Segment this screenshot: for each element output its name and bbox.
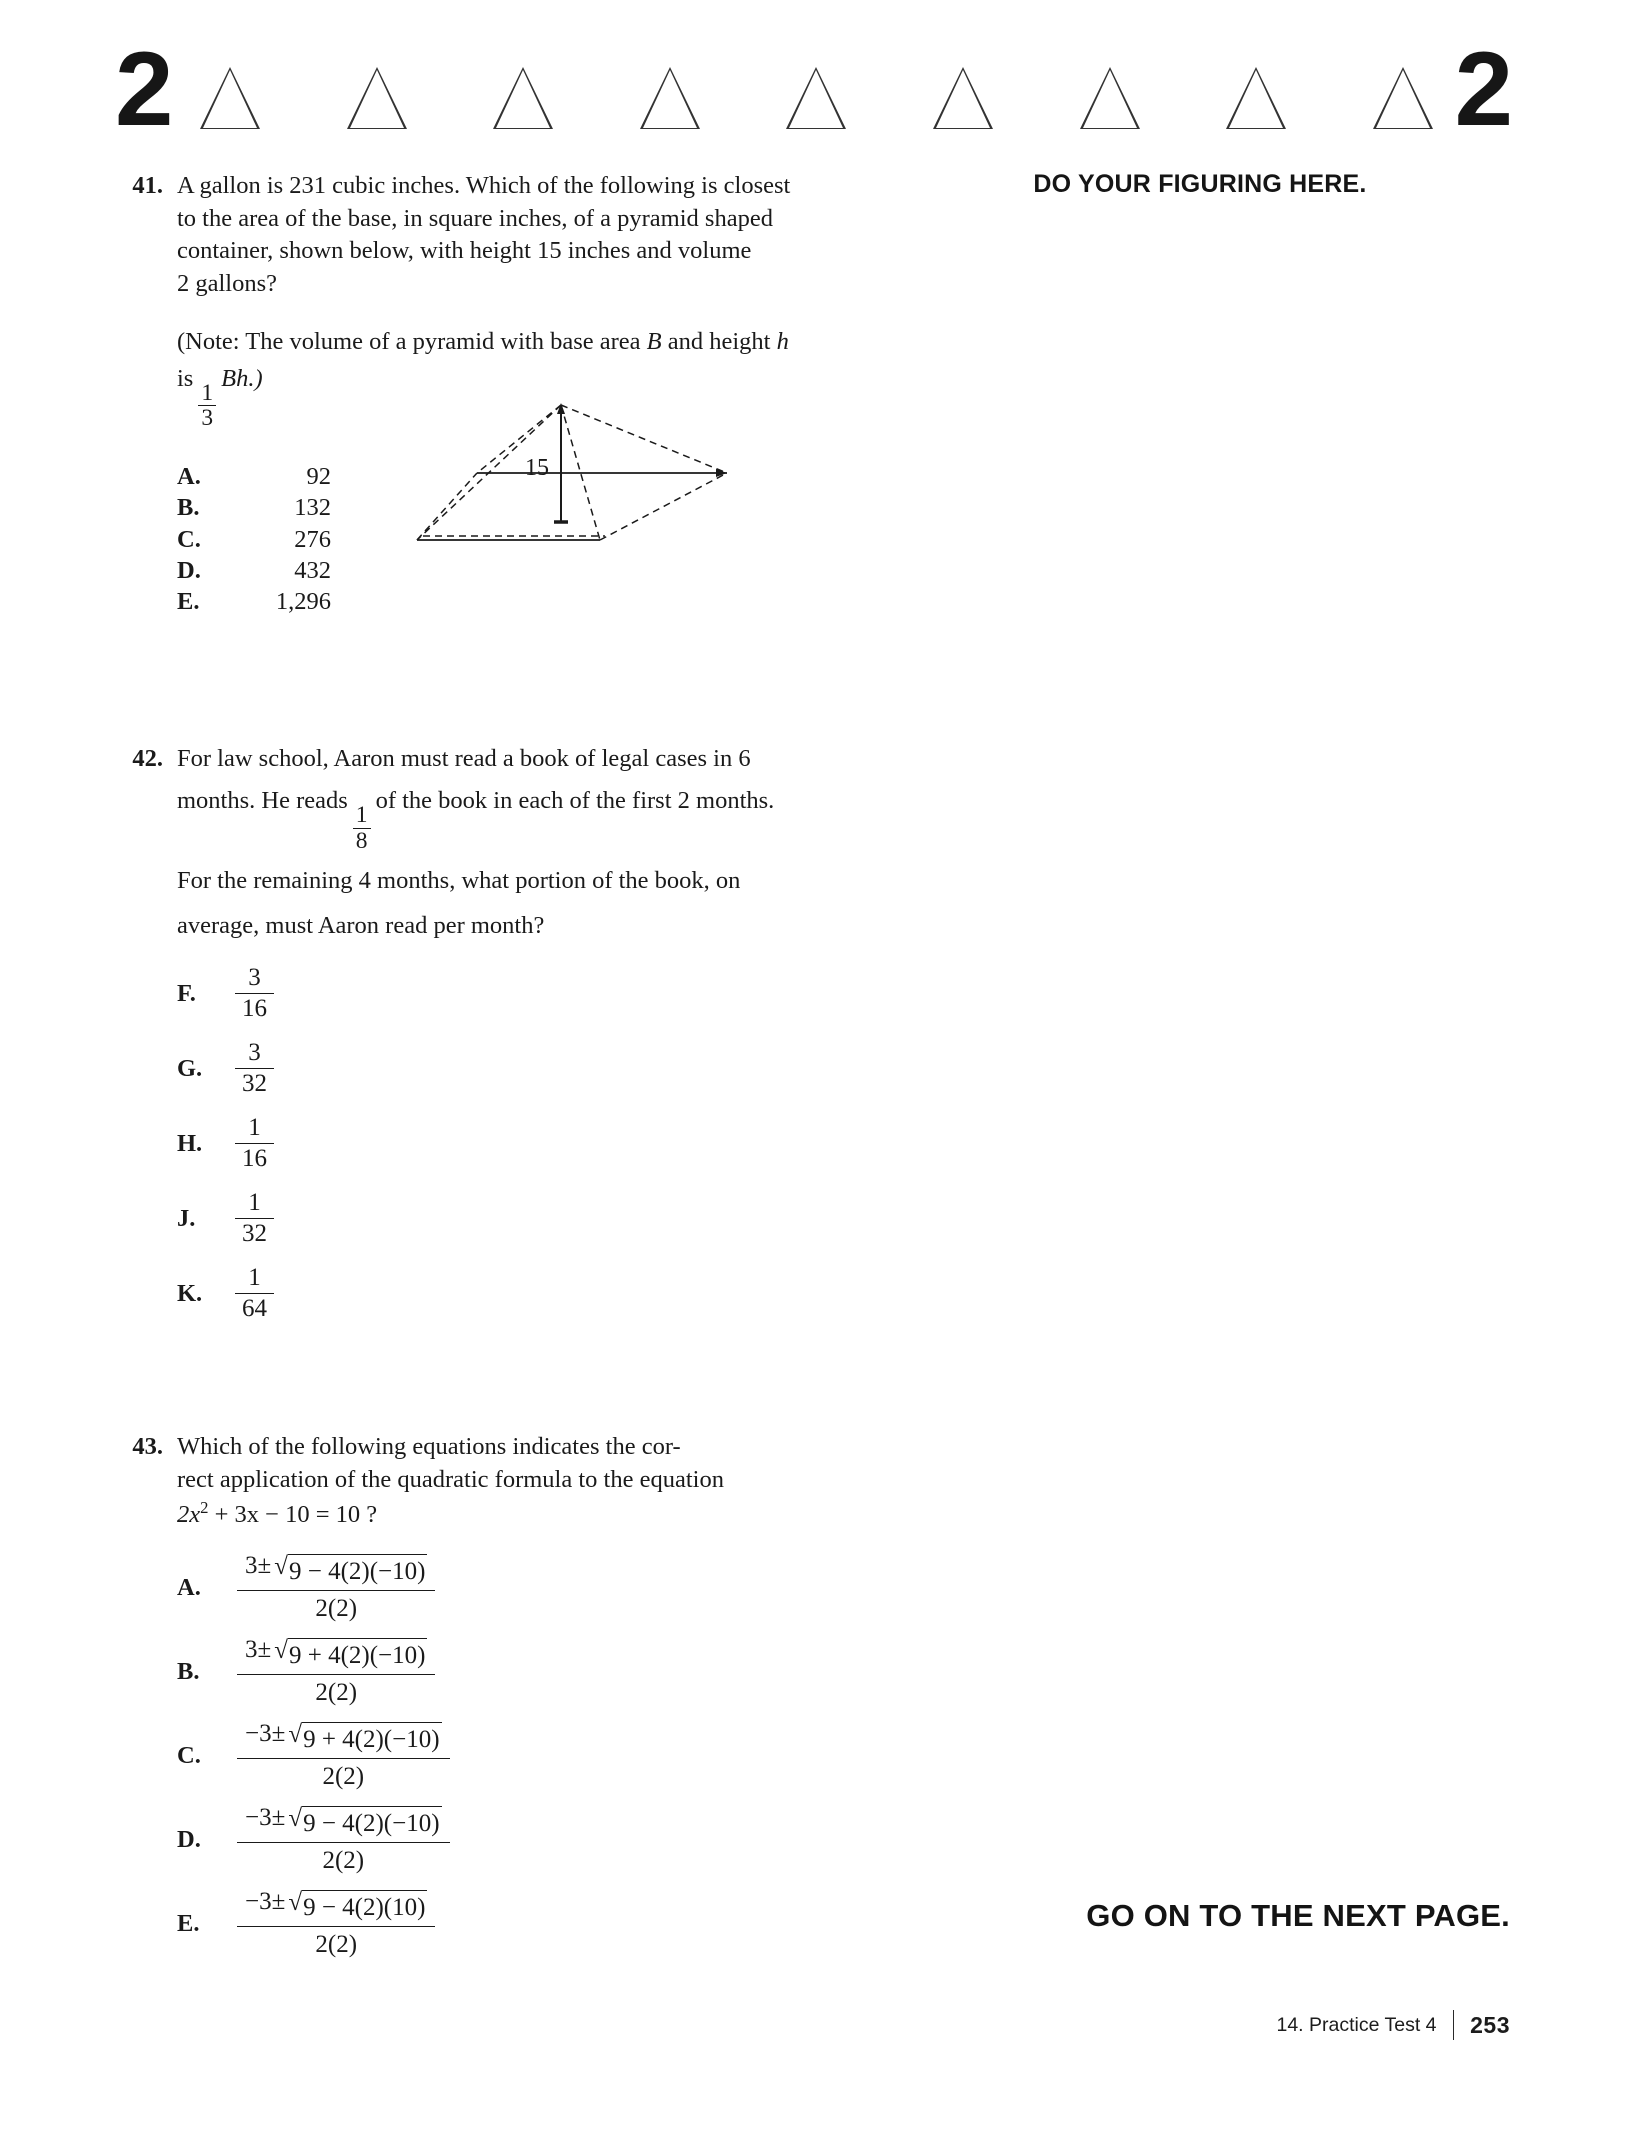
fraction-numerator: 1: [355, 802, 368, 829]
fraction-denominator: 2(2): [237, 1674, 435, 1708]
choice-e[interactable]: [177, 1887, 795, 1960]
note-is-text: is: [177, 364, 194, 392]
fraction-numerator: 3: [248, 964, 261, 992]
question-42-stem-fraction-line: [177, 785, 795, 853]
quadratic-formula-fraction: [237, 1719, 450, 1792]
one-eighth-fraction: [353, 803, 371, 853]
fraction-numerator: [237, 1803, 450, 1842]
question-43-stem-line: rect application of the quadratic formula to the equation: [177, 1466, 724, 1494]
question-42-number: 42.: [132, 744, 163, 772]
choice-letter: J.: [177, 1205, 196, 1233]
question-41-stem-line: 2 gallons?: [177, 269, 278, 297]
choice-letter: E.: [177, 1909, 200, 1937]
radicand: 9 + 4(2)(−10): [302, 1722, 442, 1755]
choice-letter: F.: [177, 980, 196, 1008]
choice-value: 132: [294, 494, 331, 522]
numerator-lead: 3±: [245, 1636, 272, 1664]
choice-fraction: [235, 1114, 274, 1173]
choice-a[interactable]: [177, 1551, 795, 1624]
numerator-lead: −3±: [245, 1888, 286, 1916]
question-43-stem-line: Which of the following equations indicates the cor-: [177, 1433, 681, 1461]
choice-letter: B.: [177, 1657, 200, 1685]
question-43-choices: [177, 1551, 795, 1960]
choice-letter: A.: [177, 462, 201, 490]
fraction-denominator: 2(2): [237, 1842, 450, 1876]
note-mid-text: and height: [661, 328, 777, 356]
go-on-next-page-label: GO ON TO THE NEXT PAGE.: [1086, 1898, 1510, 1933]
radicand: 9 − 4(2)(−10): [302, 1806, 442, 1839]
page-footer: [1276, 2010, 1510, 2040]
fraction-denominator: 32: [235, 1068, 274, 1098]
radical-symbol: √: [288, 1889, 303, 1917]
question-41-note-line1: [177, 326, 795, 359]
choice-letter: G.: [177, 1055, 203, 1083]
equation-rest: + 3x − 10 = 10 ?: [208, 1500, 378, 1528]
question-41-stem-line: container, shown below, with height 15 inches and volume: [177, 237, 752, 265]
question-42-stem-line: For law school, Aaron must read a book of legal cases in 6: [177, 744, 751, 772]
triangle-icon: [347, 67, 407, 129]
square-root-icon: [274, 1637, 427, 1671]
choice-letter: K.: [177, 1280, 203, 1308]
question-42-stem-line: average, must Aaron read per month?: [177, 911, 545, 939]
choice-letter: B.: [177, 494, 200, 522]
choice-letter: C.: [177, 525, 201, 553]
choice-fraction: [235, 964, 274, 1023]
choice-fraction: [235, 1039, 274, 1098]
triangle-icon: [933, 67, 993, 129]
choice-letter: D.: [177, 556, 201, 584]
question-41-stem-line: A gallon is 231 cubic inches. Which of the following is closest: [177, 172, 791, 199]
note-variable-b: B: [646, 328, 662, 356]
triangle-icon: [786, 67, 846, 129]
section-marker-left: 2: [115, 30, 171, 148]
choice-c[interactable]: [177, 1719, 795, 1792]
figuring-column: [860, 170, 1540, 199]
pyramid-figure-svg: [415, 400, 755, 575]
fraction-numerator: 3: [248, 1039, 261, 1067]
footer-chapter-label: 14. Practice Test 4: [1276, 2013, 1437, 2036]
fraction-denominator: 2(2): [237, 1926, 435, 1960]
question-41-stem-line: to the area of the base, in square inches, of a pyramid shaped: [177, 204, 773, 232]
page-header: [115, 28, 1510, 148]
radicand: 9 − 4(2)(10): [302, 1890, 427, 1923]
triangle-icon: [1373, 67, 1433, 129]
fraction-denominator: 2(2): [237, 1758, 450, 1792]
choice-d[interactable]: [177, 1803, 795, 1876]
fraction-numerator: [237, 1887, 435, 1926]
choice-j[interactable]: [177, 1189, 795, 1248]
lateral-dashed-edge: [561, 405, 727, 473]
square-root-icon: [288, 1805, 441, 1839]
quadratic-formula-fraction: [237, 1887, 435, 1960]
pyramid-diagram: [415, 400, 755, 575]
question-42-choices: [177, 964, 795, 1323]
stem-text-after-fraction: of the book in each of the first 2 months.: [375, 787, 775, 815]
radical-symbol: √: [274, 1637, 288, 1665]
fraction-denominator: 64: [235, 1293, 274, 1323]
choice-value: 432: [294, 556, 331, 584]
height-label: 15: [525, 455, 549, 481]
choice-k[interactable]: [177, 1264, 795, 1323]
quadratic-formula-fraction: [237, 1551, 435, 1624]
question-42: [115, 743, 795, 1324]
radicand: 9 − 4(2)(−10): [288, 1554, 428, 1587]
footer-divider: [1453, 2010, 1455, 2040]
note-prefix-text: (Note: The volume of a pyramid with base area: [177, 328, 647, 356]
triangle-icon: [200, 67, 260, 129]
radical-symbol: √: [288, 1805, 303, 1833]
square-root-icon: [274, 1553, 427, 1587]
radical-symbol: √: [274, 1553, 288, 1581]
triangle-icon: [1226, 67, 1286, 129]
choice-letter: H.: [177, 1130, 203, 1158]
base-dashed-edge: [600, 473, 727, 540]
radicand: 9 + 4(2)(−10): [288, 1638, 428, 1671]
question-42-stem: [177, 743, 795, 943]
choice-e[interactable]: [177, 586, 795, 617]
numerator-lead: −3±: [245, 1720, 286, 1748]
fraction-numerator: 1: [248, 1114, 261, 1142]
choice-letter: C.: [177, 1741, 201, 1769]
fraction-numerator: [237, 1635, 435, 1674]
fraction-denominator: 16: [235, 993, 274, 1023]
fraction-numerator: [237, 1719, 450, 1758]
quadratic-formula-fraction: [237, 1635, 435, 1708]
choice-letter: A.: [177, 1573, 201, 1601]
triangle-icon: [640, 67, 700, 129]
question-41-number: 41.: [132, 172, 163, 199]
one-third-fraction: [198, 381, 216, 431]
triangle-icon: [1080, 67, 1140, 129]
question-41-stem: [177, 170, 795, 300]
base-dashed-edge: [417, 473, 477, 540]
fraction-denominator: 16: [235, 1143, 274, 1173]
page-number: 253: [1470, 2011, 1510, 2038]
triangle-icon: [493, 67, 553, 129]
triangle-decoration-row: [170, 67, 1454, 133]
fraction-numerator: 1: [201, 380, 214, 406]
fraction-numerator: 1: [248, 1264, 261, 1292]
section-marker-right: 2: [1454, 30, 1510, 148]
note-suffix-text: Bh.): [221, 364, 263, 392]
choice-value: 1,296: [275, 588, 331, 616]
choice-fraction: [235, 1189, 274, 1248]
choice-b[interactable]: [177, 1635, 795, 1708]
square-root-icon: [288, 1889, 427, 1923]
equation-exponent: 2: [200, 1497, 209, 1517]
note-variable-h: h: [776, 328, 789, 356]
numerator-lead: −3±: [245, 1804, 286, 1832]
fraction-numerator: [237, 1551, 435, 1590]
choice-f[interactable]: [177, 964, 795, 1023]
choice-value: 276: [294, 525, 331, 553]
choice-h[interactable]: [177, 1114, 795, 1173]
question-43-equation: [177, 1497, 795, 1532]
question-43-number: 43.: [132, 1433, 163, 1461]
do-your-figuring-here-label: DO YOUR FIGURING HERE.: [1033, 170, 1367, 198]
equation-lead: 2x: [177, 1500, 201, 1528]
choice-g[interactable]: [177, 1039, 795, 1098]
question-42-stem-line: For the remaining 4 months, what portion of the book, on: [177, 867, 741, 895]
question-43: [115, 1431, 795, 1960]
stem-text-before-fraction: months. He reads: [177, 787, 348, 815]
fraction-denominator: 8: [353, 828, 371, 853]
choice-fraction: [235, 1264, 274, 1323]
choice-value: 92: [306, 462, 331, 490]
fraction-numerator: 1: [248, 1189, 261, 1217]
numerator-lead: 3±: [245, 1552, 272, 1580]
choice-letter: D.: [177, 1825, 201, 1853]
square-root-icon: [288, 1721, 441, 1755]
fraction-denominator: 3: [198, 405, 216, 430]
quadratic-formula-fraction: [237, 1803, 450, 1876]
choice-letter: E.: [177, 588, 200, 616]
fraction-denominator: 32: [235, 1218, 274, 1248]
question-43-stem: [177, 1431, 795, 1531]
fraction-denominator: 2(2): [237, 1590, 435, 1624]
radical-symbol: √: [288, 1721, 303, 1749]
